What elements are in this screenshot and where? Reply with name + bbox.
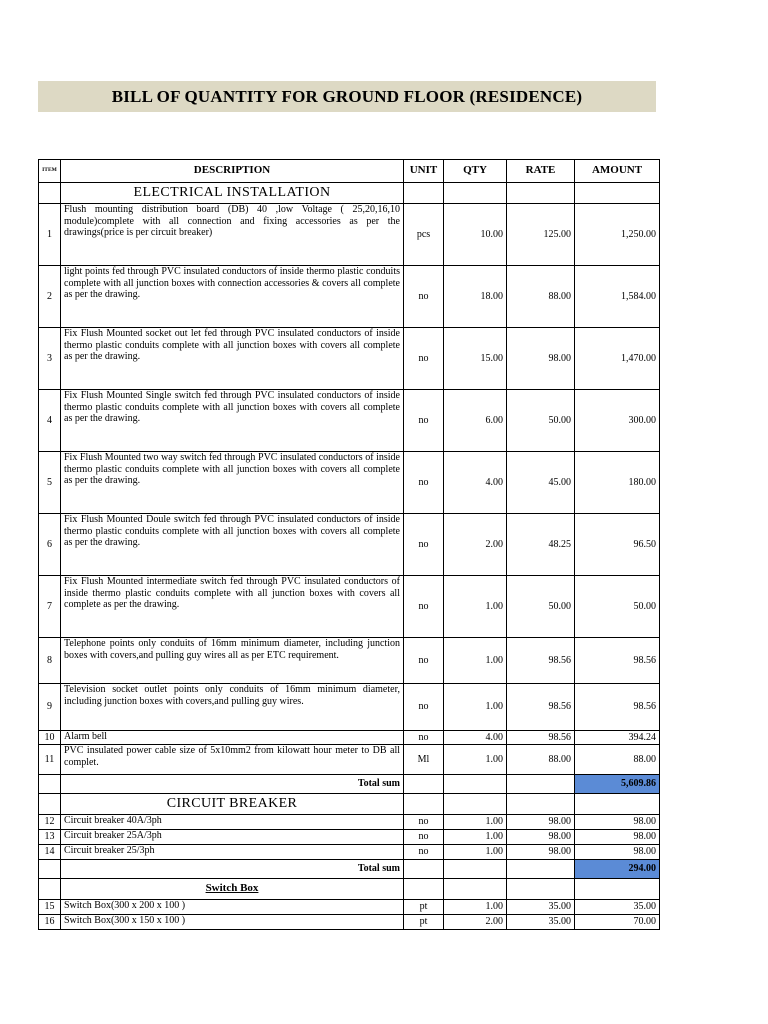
header-amount: AMOUNT	[575, 160, 660, 183]
item-rate: 88.00	[507, 266, 575, 328]
item-number: 7	[39, 576, 61, 638]
item-qty: 1.00	[444, 815, 507, 830]
item-number: 9	[39, 684, 61, 731]
item-unit: no	[404, 328, 444, 390]
item-qty: 4.00	[444, 452, 507, 514]
table-row	[39, 815, 660, 830]
item-qty: 2.00	[444, 514, 507, 576]
item-amount: 35.00	[575, 900, 660, 915]
item-description: Switch Box(300 x 200 x 100 )	[61, 900, 404, 915]
item-unit: no	[404, 815, 444, 830]
section-title-electrical: ELECTRICAL INSTALLATION	[61, 183, 404, 204]
item-number: 14	[39, 845, 61, 860]
item-description: Alarm bell	[61, 731, 404, 745]
section-row-electrical	[39, 183, 660, 204]
item-description: Circuit breaker 40A/3ph	[61, 815, 404, 830]
item-rate: 98.56	[507, 684, 575, 731]
item-description: Fix Flush Mounted socket out let fed through PVC insulated conductors of inside thermo plastic conduits complete with all junction boxes with covers all complete as per the drawing.	[61, 328, 404, 390]
item-number: 2	[39, 266, 61, 328]
item-amount: 1,250.00	[575, 204, 660, 266]
item-unit: pcs	[404, 204, 444, 266]
item-qty: 6.00	[444, 390, 507, 452]
item-qty: 2.00	[444, 915, 507, 930]
item-amount: 1,584.00	[575, 266, 660, 328]
item-amount: 98.00	[575, 815, 660, 830]
item-amount: 50.00	[575, 576, 660, 638]
item-unit: no	[404, 452, 444, 514]
item-unit: no	[404, 266, 444, 328]
item-rate: 88.00	[507, 745, 575, 775]
item-qty: 1.00	[444, 745, 507, 775]
item-rate: 45.00	[507, 452, 575, 514]
item-qty: 1.00	[444, 638, 507, 684]
item-unit: Ml	[404, 745, 444, 775]
item-description: Fix Flush Mounted Doule switch fed through PVC insulated conductors of inside thermo plastic conduits complete with all junction boxes with covers all complete as per the drawing.	[61, 514, 404, 576]
item-number: 4	[39, 390, 61, 452]
item-description: Flush mounting distribution board (DB) 40 ,low Voltage ( 25,20,16,10 module)complete with all connection and fixing accessories as per the drawings(price is per circuit breaker)	[61, 204, 404, 266]
item-rate: 98.00	[507, 830, 575, 845]
item-number: 16	[39, 915, 61, 930]
item-number: 6	[39, 514, 61, 576]
item-qty: 1.00	[444, 900, 507, 915]
item-number: 15	[39, 900, 61, 915]
item-amount: 98.00	[575, 845, 660, 860]
table-row	[39, 638, 660, 684]
header-description: DESCRIPTION	[61, 160, 404, 183]
total-label: Total sum	[61, 860, 404, 879]
table-row	[39, 745, 660, 775]
item-description: Circuit breaker 25A/3ph	[61, 830, 404, 845]
total-row-breaker	[39, 860, 660, 879]
table-row	[39, 204, 660, 266]
item-rate: 98.56	[507, 731, 575, 745]
table-row	[39, 390, 660, 452]
item-rate: 98.00	[507, 328, 575, 390]
section-row-breaker	[39, 794, 660, 815]
item-unit: no	[404, 576, 444, 638]
item-rate: 50.00	[507, 576, 575, 638]
item-unit: no	[404, 638, 444, 684]
item-unit: no	[404, 731, 444, 745]
item-unit: no	[404, 514, 444, 576]
table-row	[39, 452, 660, 514]
item-unit: no	[404, 845, 444, 860]
item-unit: pt	[404, 915, 444, 930]
page-title: BILL OF QUANTITY FOR GROUND FLOOR (RESIDENCE)	[111, 86, 583, 106]
header-rate: RATE	[507, 160, 575, 183]
item-qty: 18.00	[444, 266, 507, 328]
item-number: 11	[39, 745, 61, 775]
item-description: Telephone points only conduits of 16mm minimum diameter, including junction boxes with covers,and pulling guy wires all as per ETC requirement.	[61, 638, 404, 684]
item-description: light points fed through PVC insulated conductors of inside thermo plastic conduits complete with all junction boxes with connection accessories & covers all complete as per the drawing.	[61, 266, 404, 328]
item-number: 5	[39, 452, 61, 514]
item-description: PVC insulated power cable size of 5x10mm2 from kilowatt hour meter to DB all complet.	[61, 745, 404, 775]
item-rate: 98.00	[507, 815, 575, 830]
item-number: 12	[39, 815, 61, 830]
item-description: Television socket outlet points only conduits of 16mm minimum diameter, including junction boxes with covers,and pulling guy wires.	[61, 684, 404, 731]
item-amount: 1,470.00	[575, 328, 660, 390]
item-amount: 98.56	[575, 638, 660, 684]
table-row	[39, 576, 660, 638]
title-band	[38, 81, 656, 112]
item-qty: 4.00	[444, 731, 507, 745]
total-amount: 294.00	[575, 860, 660, 879]
section-title-switchbox: Switch Box	[61, 879, 404, 900]
item-qty: 1.00	[444, 684, 507, 731]
item-rate: 98.00	[507, 845, 575, 860]
item-unit: pt	[404, 900, 444, 915]
section-title-breaker: CIRCUIT BREAKER	[61, 794, 404, 815]
item-rate: 35.00	[507, 900, 575, 915]
item-description: Switch Box(300 x 150 x 100 )	[61, 915, 404, 930]
total-label: Total sum	[61, 775, 404, 794]
item-number: 3	[39, 328, 61, 390]
header-row	[39, 160, 660, 183]
item-amount: 300.00	[575, 390, 660, 452]
item-qty: 1.00	[444, 576, 507, 638]
total-row-electrical	[39, 775, 660, 794]
table-row	[39, 915, 660, 930]
item-amount: 180.00	[575, 452, 660, 514]
total-amount: 5,609.86	[575, 775, 660, 794]
item-amount: 88.00	[575, 745, 660, 775]
bill-of-quantity-table	[38, 159, 660, 930]
header-unit: UNIT	[404, 160, 444, 183]
item-unit: no	[404, 684, 444, 731]
item-unit: no	[404, 390, 444, 452]
table-row	[39, 684, 660, 731]
item-amount: 98.56	[575, 684, 660, 731]
table-row	[39, 731, 660, 745]
item-rate: 35.00	[507, 915, 575, 930]
item-number: 8	[39, 638, 61, 684]
item-qty: 1.00	[444, 845, 507, 860]
item-number: 1	[39, 204, 61, 266]
item-description: Fix Flush Mounted intermediate switch fed through PVC insulated conductors of inside thermo plastic conduits complete with all junction boxes with covers all complete as per the drawing.	[61, 576, 404, 638]
item-amount: 70.00	[575, 915, 660, 930]
table-row	[39, 900, 660, 915]
header-item: ITEM	[39, 160, 61, 183]
item-rate: 125.00	[507, 204, 575, 266]
item-qty: 1.00	[444, 830, 507, 845]
item-amount: 96.50	[575, 514, 660, 576]
item-description: Fix Flush Mounted two way switch fed through PVC insulated conductors of inside thermo plastic conduits complete with all junction boxes with covers all complete as per the drawing.	[61, 452, 404, 514]
item-qty: 10.00	[444, 204, 507, 266]
item-qty: 15.00	[444, 328, 507, 390]
table-row	[39, 266, 660, 328]
table-row	[39, 514, 660, 576]
item-unit: no	[404, 830, 444, 845]
header-qty: QTY	[444, 160, 507, 183]
item-number: 10	[39, 731, 61, 745]
item-rate: 48.25	[507, 514, 575, 576]
section-row-switchbox	[39, 879, 660, 900]
item-description: Circuit breaker 25/3ph	[61, 845, 404, 860]
item-number: 13	[39, 830, 61, 845]
table-row	[39, 328, 660, 390]
item-rate: 98.56	[507, 638, 575, 684]
item-description: Fix Flush Mounted Single switch fed through PVC insulated conductors of inside thermo plastic conduits complete with all junction boxes with covers all complete as per the drawing.	[61, 390, 404, 452]
item-amount: 98.00	[575, 830, 660, 845]
item-amount: 394.24	[575, 731, 660, 745]
table-row	[39, 845, 660, 860]
table-row	[39, 830, 660, 845]
item-rate: 50.00	[507, 390, 575, 452]
